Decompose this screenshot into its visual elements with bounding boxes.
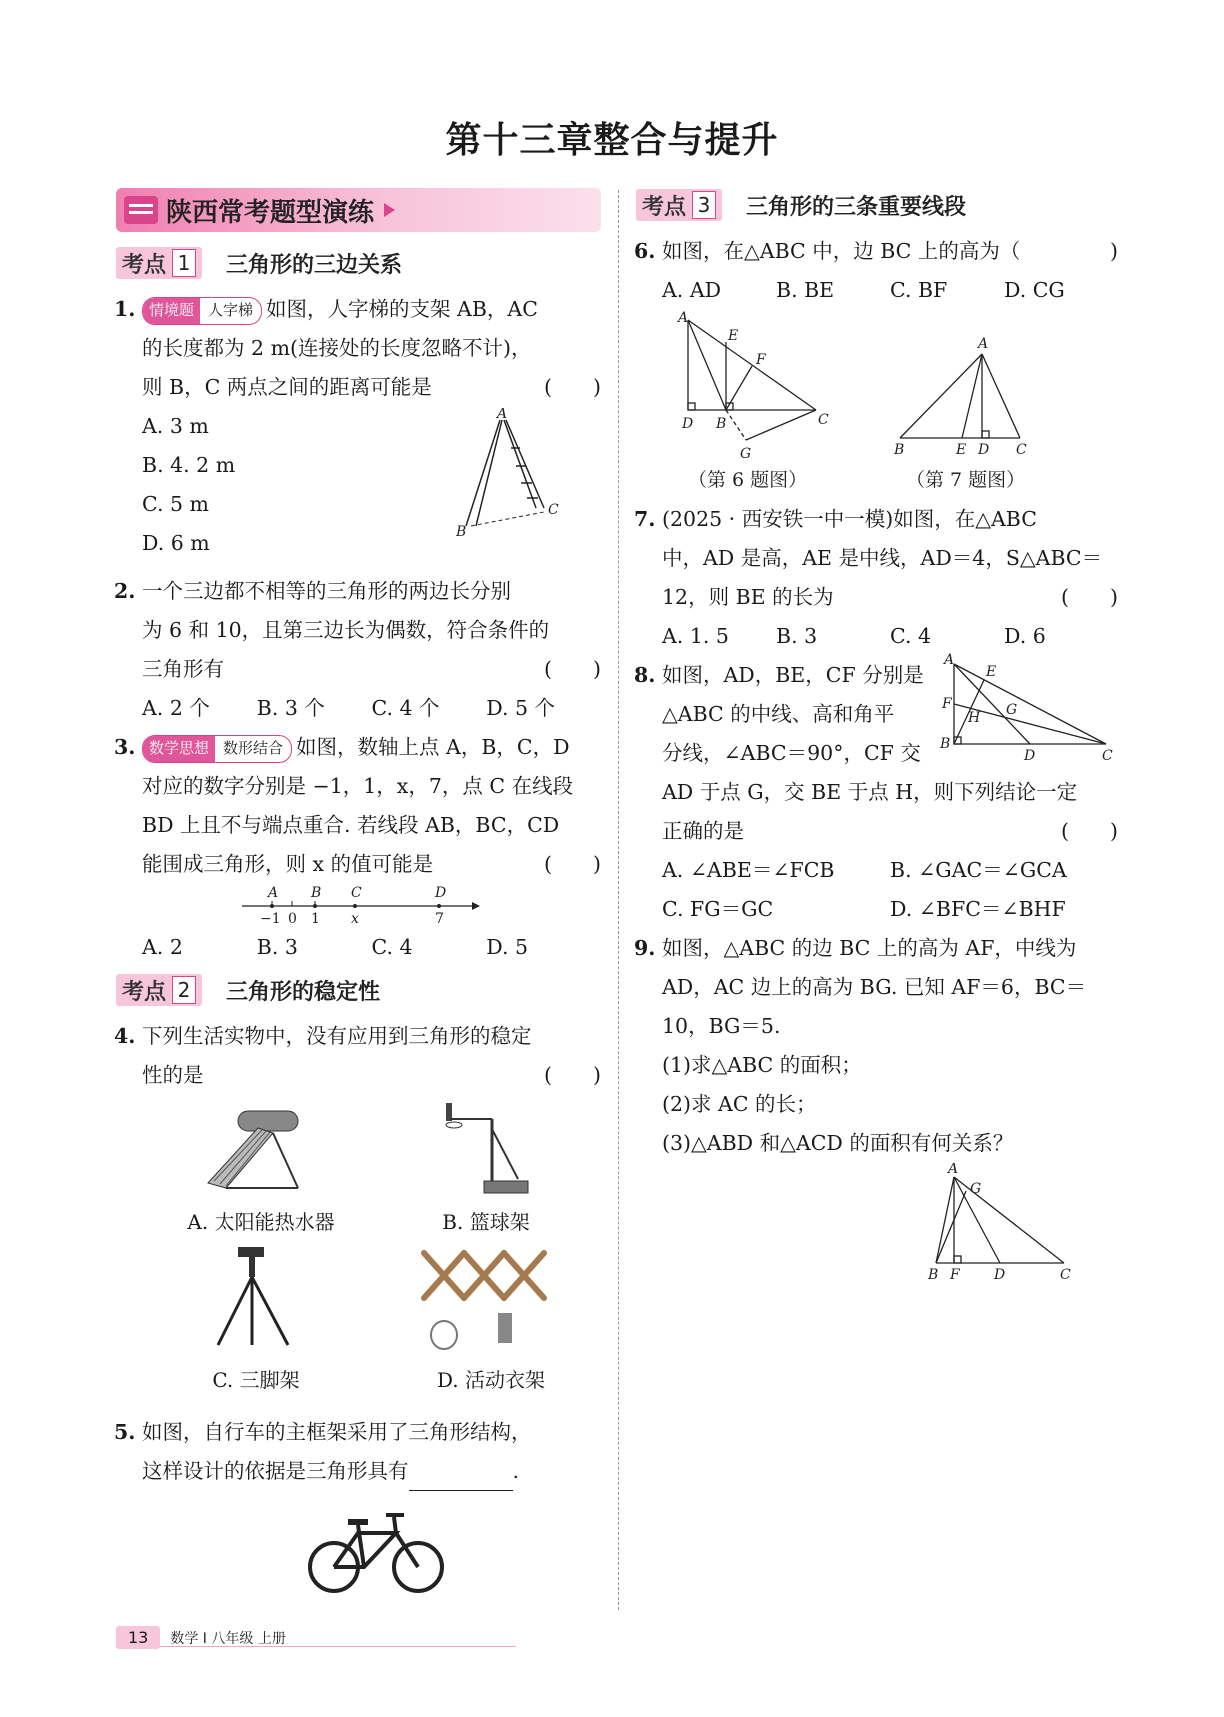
svg-text:G: G	[970, 1181, 982, 1197]
tripod-image	[208, 1243, 298, 1348]
question-7: 7. (2025 · 西安铁一中一模)如图，在△ABC 中，AD 是高，AE 是中线，AD＝4，S△ABC＝ 12，则 BE 的长为 ( ) A. 1. 5 B. 3 C. 4 D. 6	[634, 507, 1118, 648]
footer-text: 数学 I 八年级 上册	[170, 1630, 286, 1647]
option: C. 5 m	[142, 492, 209, 516]
svg-text:D: D	[994, 1267, 1006, 1283]
svg-text:A: A	[678, 310, 689, 326]
expandable-rack-image	[416, 1243, 566, 1353]
svg-text:B: B	[716, 416, 727, 432]
svg-text:B: B	[311, 885, 322, 901]
svg-text:−1: −1	[260, 911, 281, 927]
svg-text:B: B	[456, 524, 467, 538]
svg-text:C: C	[1060, 1267, 1071, 1283]
page-number: 13	[116, 1626, 160, 1649]
svg-text:B: B	[894, 442, 905, 458]
svg-text:F: F	[756, 352, 766, 368]
right-column	[636, 188, 1118, 1283]
svg-text:C: C	[1016, 442, 1027, 458]
solar-heater-image	[198, 1103, 318, 1198]
svg-text:E: E	[956, 442, 967, 458]
number-line-figure	[142, 884, 602, 928]
svg-text:B: B	[940, 736, 951, 752]
option: A. 3 m	[142, 414, 209, 438]
svg-text:C: C	[1102, 748, 1113, 764]
option: D. 6 m	[142, 531, 210, 555]
section-banner: 陕西常考题型演练	[116, 188, 601, 232]
svg-text:F: F	[942, 696, 952, 712]
svg-text:D: D	[1024, 748, 1036, 764]
figure-9	[636, 1163, 1116, 1283]
svg-text:x: x	[351, 911, 359, 927]
svg-text:G: G	[1006, 702, 1018, 718]
svg-text:G: G	[740, 446, 752, 462]
svg-text:A: A	[978, 336, 989, 352]
option: B. 4. 2 m	[142, 453, 236, 477]
question-2: 2. 一个三边都不相等的三角形的两边长分别 为 6 和 10，且第三边长为偶数，符合条件的 三角形有 ( ) A. 2 个 B. 3 个 C. 4 个 D. 5 个	[114, 579, 601, 720]
svg-text:C: C	[351, 885, 362, 901]
bicycle-image	[306, 1501, 446, 1597]
svg-text:F: F	[950, 1267, 960, 1283]
svg-text:H: H	[968, 710, 981, 726]
svg-text:A: A	[497, 408, 508, 422]
figure-6	[636, 310, 1116, 500]
page-title: 第十三章整合与提升	[445, 119, 779, 161]
answer-blank[interactable]	[409, 1466, 513, 1491]
svg-text:E: E	[986, 664, 997, 680]
figure-8	[936, 652, 1116, 764]
column-divider	[618, 190, 619, 1610]
svg-text:1: 1	[311, 911, 320, 927]
kd1-header: 考点 1 三角形的三边关系	[116, 246, 601, 280]
question-4: 4. 下列生活实物中，没有应用到三角形的稳定 性的是 ( ) A. 太阳能热水器 B. 篮球架 C. 三脚架 D. 活动衣架	[114, 1024, 601, 1392]
kd3-header: 考点 3 三角形的三条重要线段	[636, 188, 1118, 222]
kd2-header: 考点 2 三角形的稳定性	[116, 973, 601, 1007]
svg-text:D: D	[435, 885, 447, 901]
tag-pill: 数学思想 数形结合	[142, 735, 292, 763]
svg-text:B: B	[928, 1267, 939, 1283]
svg-text:E: E	[728, 328, 739, 344]
basketball-stand-image	[438, 1099, 538, 1199]
svg-text:C: C	[548, 502, 559, 518]
svg-text:（第 6 题图）: （第 6 题图）	[688, 469, 808, 491]
question-3: 3. 数学思想 数形结合 如图，数轴上点 A，B，C，D 对应的数字分别是 −1，1，x，7，点 C 在线段 BD 上且不与端点重合. 若线段 AB，BC，CD 能围成三角形，则 x 的值可能是 ( ) A B C D −1 0 1 x 7 A. 2 B. 3 C. 4 D. 5	[114, 735, 601, 959]
svg-text:0: 0	[288, 911, 297, 927]
left-column	[116, 188, 601, 1597]
svg-text:D: D	[682, 416, 694, 432]
footer	[116, 1626, 286, 1649]
tag-pill: 情境题 人字梯	[142, 297, 262, 325]
question-8: 8. 如图，AD，BE，CF 分别是 △ABC 的中线、高和角平 分线，∠ABC＝90°，CF 交 AD 于点 G，交 BE 于点 H，则下列结论一定 正确的是 ( ) A. ∠ABE＝∠FCB B. ∠GAC＝∠GCA C. FG＝GC D. ∠BFC＝∠BHF A E F H G B D C	[634, 652, 1118, 921]
svg-text:A: A	[944, 652, 955, 668]
books-icon	[124, 196, 158, 224]
svg-text:D: D	[978, 442, 990, 458]
svg-text:7: 7	[435, 911, 444, 927]
question-5: 5. 如图，自行车的主框架采用了三角形结构， 这样设计的依据是三角形具有 .	[116, 1413, 601, 1597]
svg-text:C: C	[818, 412, 829, 428]
svg-text:（第 7 题图）: （第 7 题图）	[906, 469, 1026, 491]
question-9: 9. 如图，△ABC 的边 BC 上的高为 AF，中线为 AD，AC 边上的高为 BG. 已知 AF＝6，BC＝ 10，BG＝5. (1)求△ABC 的面积； (2)求 AC 的长； (3)△ABD 和△ACD 的面积有何关系？ A G B F D C	[636, 929, 1118, 1283]
question-1: 1. 情境题 人字梯 如图，人字梯的支架 AB，AC 的长度都为 2 m(连接处的长度忽略不计)， 则 B，C 两点之间的距离可能是 ( ) A. 3 m B. 4. 2 m C. 5 m D. 6 m A B C	[116, 290, 601, 572]
ladder-figure	[456, 408, 566, 538]
question-6: 6. 如图，在△ABC 中，边 BC 上的高为（ ) A. AD B. BE C. BF D. CG A E F D B C G A B E D C （第 6 题图） （第 7 题图）	[636, 232, 1118, 500]
play-icon	[384, 203, 395, 217]
svg-text:A: A	[268, 885, 279, 901]
svg-text:A: A	[948, 1163, 959, 1177]
